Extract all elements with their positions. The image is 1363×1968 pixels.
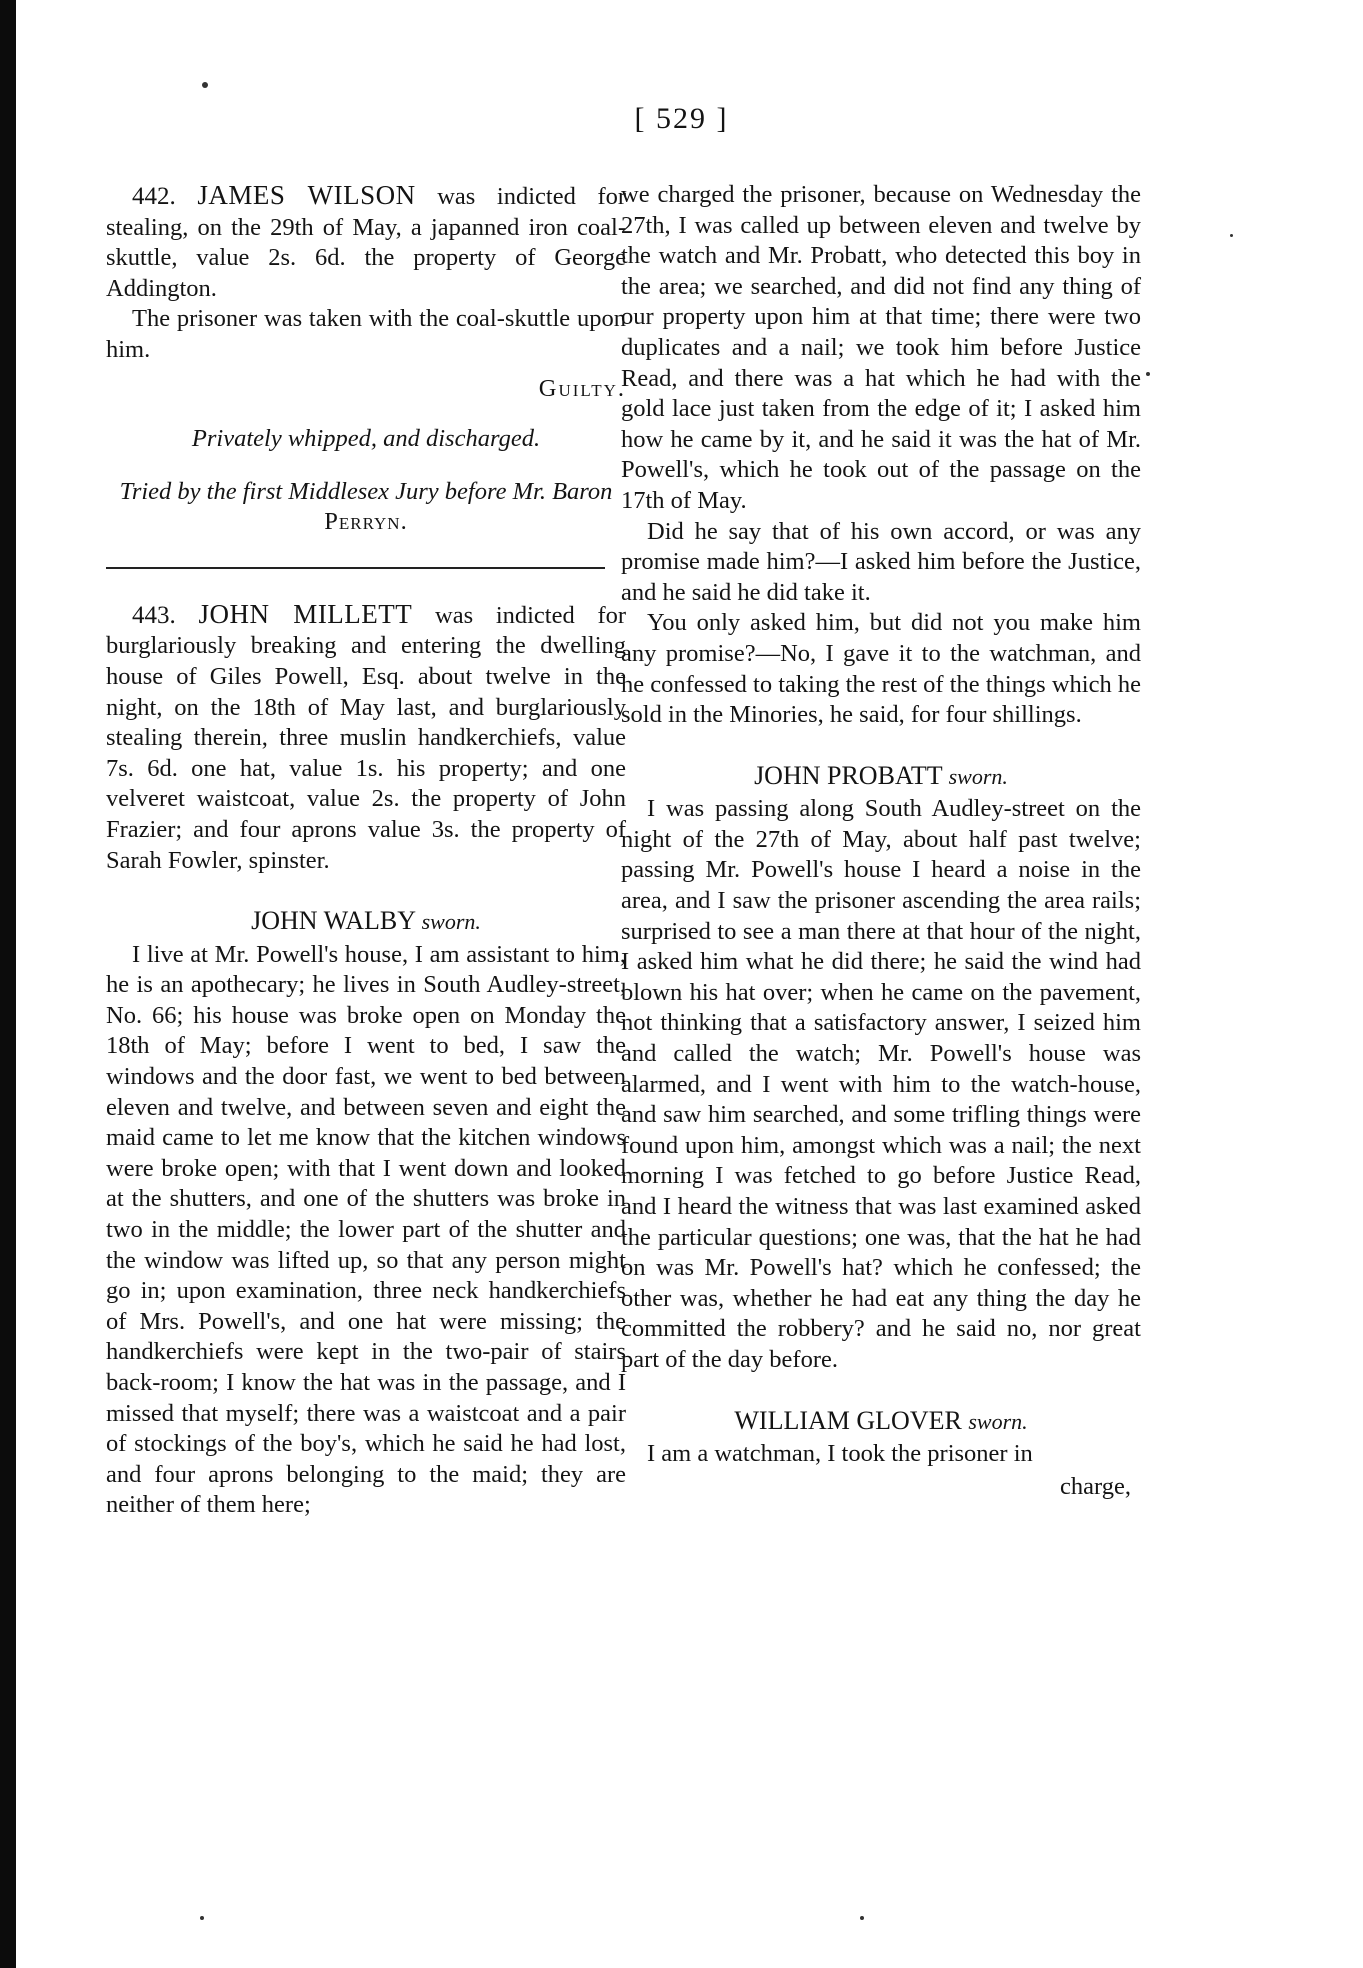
case-443-paragraph [106, 599, 626, 876]
defendant-name: JOHN MILLETT [198, 598, 413, 629]
witness-testimony: I was passing along South Audley-street on the night of the 27th of May, about half past twelve; passing Mr. Powell's house I heard a noise in the area, and I saw the prisoner ascending the area rails; surprised to see a man there at that hour of the night, I asked him what he did there; he said the wind had blown his hat over; when he came on the pavement, not thinking that a satisfactory answer, I seized him and called the watch; Mr. Powell's house was alarmed, and I went with him to the watch-house, and saw him searched, and some trifling things were found upon him, amongst which was a nail; the next morning I was fetched to go before Justice Read, and I heard the witness that was last examined asked the particular questions; one was, that the hat he had on was Mr. Powell's hat? which he confessed; the other was, whether he had eat any thing the day he committed the robbery? and he said no, nor great part of the day before. [621, 795, 1141, 1373]
trial-note [106, 477, 626, 537]
ink-speck [1146, 372, 1150, 376]
sworn-label: sworn. [968, 1408, 1028, 1434]
judge-name: Perryn. [324, 507, 408, 535]
sworn-label: sworn. [948, 763, 1008, 789]
catchword: charge, [1060, 1472, 1131, 1500]
trial-jury-text: Tried by the first Middlesex Jury before Mr. Baron [119, 477, 613, 505]
ink-speck [200, 1916, 204, 1920]
page-edge-shadow [0, 0, 16, 1968]
witness-name: JOHN PROBATT [754, 760, 943, 790]
ink-speck [1230, 234, 1233, 237]
case-number: 442. [132, 183, 176, 210]
ink-speck [860, 1916, 864, 1920]
defendant-name: JAMES WILSON [197, 180, 416, 210]
page-number: [ 529 ] [634, 102, 729, 135]
evidence-text: The prisoner was taken with the coal-skuttle upon him. [106, 305, 626, 363]
witness-name: JOHN WALBY [251, 906, 416, 936]
indictment-text: was indicted for stealing, on the 29th of May, a japanned iron coal-skuttle, value 2s. 6d. the property of George Addington. [106, 183, 627, 302]
case-number: 443. [132, 601, 176, 629]
witness-testimony: I am a watchman, I took the prisoner in [647, 1440, 1033, 1468]
witness-heading [621, 761, 1141, 793]
witness-name: WILLIAM GLOVER [734, 1405, 962, 1435]
examination-question: Did he say that of his own accord, or was any promise made him?—I asked him before the Justice, and he said he did take it. [621, 517, 1141, 606]
sworn-label: sworn. [421, 909, 481, 935]
testimony-continuation: we charged the prisoner, because on Wednesday the 27th, I was called up between eleven and twelve by the watch and Mr. Probatt, who detected this boy in the area; we searched, and did not find any thing of our property upon him at that time; there were two duplicates and a nail; we took him before Justice Read, and there was a hat which he had with the gold lace just taken from the edge of it; I asked him how he came by it, and he said it was the hat of Mr. Powell's, which he took out of the passage on the 17th of May. [621, 181, 1141, 514]
examination-question: You only asked him, but did not you make him any promise?—No, I gave it to the watchman, and he confessed to taking the rest of the things which he sold in the Minories, he said, for four shillings. [621, 609, 1141, 729]
indictment-text: was indicted for burglariously breaking and entering the dwelling house of Giles Powell, Esq. about twelve in the night, on the 18th of May last, and burglariously stealing therein, three muslin handkerchiefs, value 7s. 6d. one hat, value 1s. his property; and one velveret waistcoat, value 2s. the property of John Frazier; and four aprons value 3s. the property of Sarah Fowler, spinster. [106, 601, 627, 874]
right-column [621, 180, 1141, 1502]
section-divider [106, 567, 605, 569]
ink-speck [202, 82, 208, 88]
sentence: Privately whipped, and discharged. [191, 425, 541, 453]
witness-heading [621, 1406, 1141, 1438]
witness-testimony: I live at Mr. Powell's house, I am assistant to him, he is an apothecary; he lives in South Audley-street, No. 66; his house was broke open on Monday the 18th of May; before I went to bed, I saw the windows and the door fast, we went to bed between eleven and twelve, and between seven and eight the maid came to let me know that the kitchen windows were broke open; with that I went down and looked at the shutters, and one of the shutters was broke in two in the middle; the lower part of the shutter and the window was lifted up, so that any person might go in; upon examination, three neck handkerchiefs of Mrs. Powell's, and one hat were missing; the handkerchiefs were kept in the two-pair of stairs back-room; I know the hat was in the passage, and I missed that myself; there was a waistcoat and a pair of stockings of the boy's, which he said he had lost, and four aprons belonging to the maid; they are neither of them here; [106, 940, 626, 1519]
verdict: Guilty. [538, 374, 626, 402]
case-442-paragraph [106, 180, 626, 304]
witness-heading [106, 906, 626, 938]
left-column [106, 180, 626, 1521]
